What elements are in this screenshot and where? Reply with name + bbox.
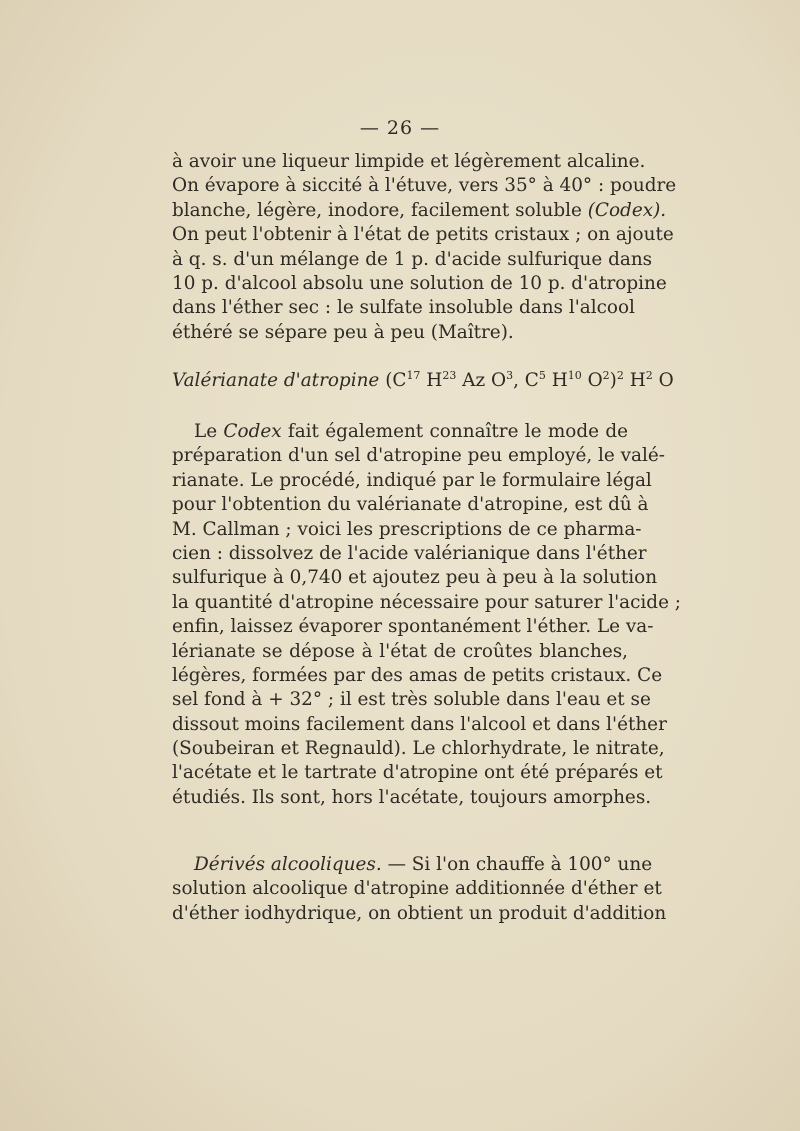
text-segment: Le <box>194 421 218 442</box>
text-line: pour l'obtention du valérianate d'atropine, est dû à <box>172 494 649 516</box>
text-line: lérianate se dépose à l'état de croûtes blanches, <box>172 640 628 662</box>
text-line: dans l'éther sec : le sulfate insoluble dans l'alcool <box>172 297 635 319</box>
formula-sup: 3 <box>506 369 514 382</box>
formula-title: Valérianate d'atropine <box>172 370 380 391</box>
section-heading: Dérivés alcooliques. <box>194 854 382 875</box>
formula-sup: 5 <box>538 369 546 382</box>
text-segment: blanche, légère, inodore, facilement soluble <box>172 199 582 221</box>
formula-part: (C <box>385 370 407 391</box>
formula-heading <box>172 369 674 393</box>
formula-part: H <box>420 370 443 391</box>
text-line: la quantité d'atropine nécessaire pour saturer l'acide ; <box>172 591 681 613</box>
formula-sup: 10 <box>567 369 582 382</box>
text-line: On évapore à siccité à l'étuve, vers 35° à 40° : poudre <box>172 175 677 197</box>
text-line: sel fond à + 32° ; il est très soluble dans l'eau et se <box>172 689 651 711</box>
text-line <box>172 853 653 877</box>
formula-line <box>172 369 674 393</box>
text-line: préparation d'un sel d'atropine peu employé, le valé- <box>172 445 665 467</box>
text-line: M. Callman ; voici les prescriptions de ce pharma- <box>172 518 642 540</box>
text-line <box>172 420 628 444</box>
text-line: éthéré se sépare peu à peu (Maître). <box>172 321 514 343</box>
text-line: 10 p. d'alcool absolu une solution de 10 p. d'atropine <box>172 272 667 294</box>
text-line: (Soubeiran et Regnauld). Le chlorhydrate, le nitrate, <box>172 738 665 760</box>
formula-sup: 2 <box>602 369 610 382</box>
formula-sup: 2 <box>616 369 624 382</box>
formula-sup: 23 <box>442 369 457 382</box>
codex-reference: Codex <box>223 421 282 442</box>
formula-part: O <box>652 370 674 391</box>
text-line: sulfurique à 0,740 et ajoutez peu à peu à la solution <box>172 567 658 589</box>
text-line: légères, formées par des amas de petits cristaux. Ce <box>172 664 663 686</box>
text-line: dissout moins facilement dans l'alcool et dans l'éther <box>172 713 667 735</box>
text-line: rianate. Le procédé, indiqué par le formulaire légal <box>172 469 652 491</box>
text-line: solution alcoolique d'atropine additionnée d'éther et <box>172 878 662 900</box>
text-segment: — Si l'on chauffe à 100° une <box>387 854 653 875</box>
formula-part: , C <box>513 370 539 391</box>
formula-part: O <box>581 370 603 391</box>
formula-sup: 17 <box>406 369 421 382</box>
text-segment: fait également connaître le mode de <box>287 421 628 442</box>
page-number: — 26 — <box>359 117 441 139</box>
text-line: enfin, laissez évaporer spontanément l'éther. Le va- <box>172 616 654 638</box>
paragraph-1 <box>172 150 677 345</box>
text-line: à avoir une liqueur limpide et légèrement alcaline. <box>172 151 646 172</box>
formula-part: ) <box>609 370 617 391</box>
text-line: d'éther iodhydrique, on obtient un produit d'addition <box>172 902 667 924</box>
text-line: cien : dissolvez de l'acide valérianique dans l'éther <box>172 542 647 564</box>
formula-part: H <box>545 370 568 391</box>
paragraph-2 <box>172 420 681 810</box>
text-line: à q. s. d'un mélange de 1 p. d'acide sulfurique dans <box>172 248 653 270</box>
text-line <box>172 199 667 223</box>
text-line: étudiés. Ils sont, hors l'acétate, toujours amorphes. <box>172 786 652 808</box>
formula-sup: 2 <box>645 369 653 382</box>
text-line: l'acétate et le tartrate d'atropine ont été préparés et <box>172 762 663 784</box>
text-line: On peut l'obtenir à l'état de petits cristaux ; on ajoute <box>172 224 674 246</box>
formula-part: H <box>623 370 646 391</box>
codex-reference: (Codex). <box>587 199 667 221</box>
formula-part: Az O <box>456 370 507 391</box>
paragraph-3 <box>172 853 667 926</box>
